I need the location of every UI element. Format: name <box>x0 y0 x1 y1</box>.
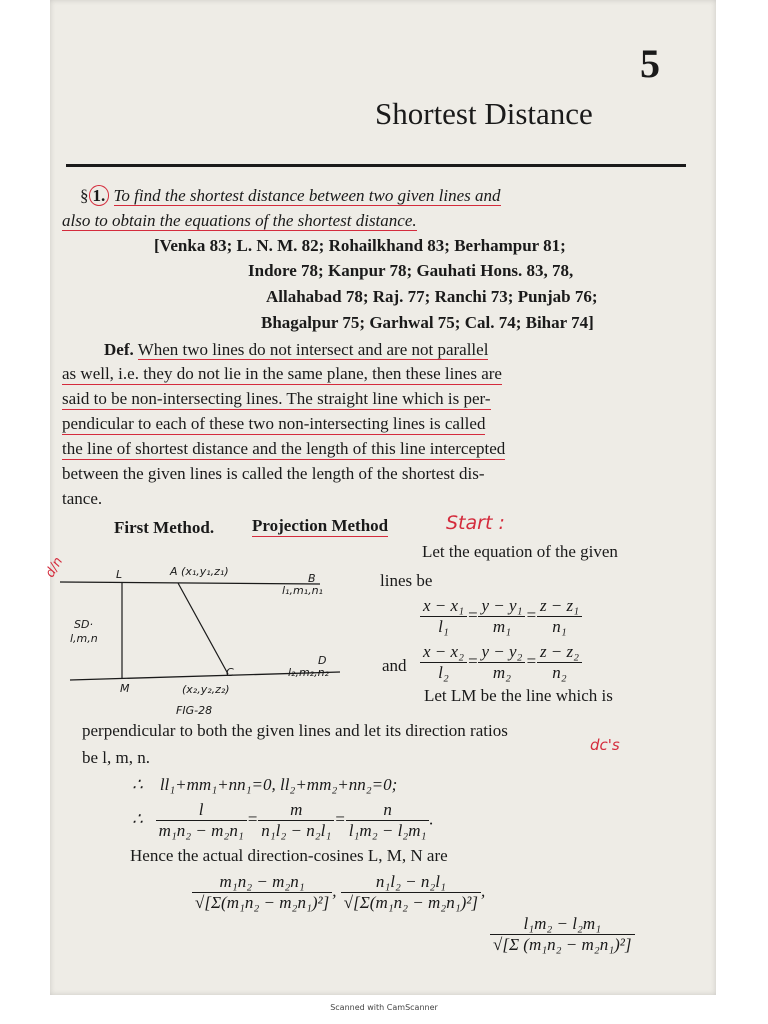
def-label: Def. <box>104 340 134 359</box>
equation-dcs-row1: $\frac{\text{m₁n₂ − m₂n₁}}{\text{√[Σ(m₁n₂ − m₂n₁)²]}}$ , $\frac{\text{n₁l₂ − n₂l₁}}{\text{√[Σ(m₁n₂ − m₂n₁)²]}}$ , <box>192 872 485 913</box>
text-and: and <box>382 656 407 675</box>
method-heading-1: First Method. <box>114 518 215 537</box>
text-lines-be: lines be <box>380 571 433 590</box>
text-be: be l, m, n. <box>82 748 150 767</box>
line-AB <box>60 582 320 584</box>
scanned-page <box>42 0 716 995</box>
text-let-lm: Let LM be the line which is <box>424 686 613 705</box>
fig-label-B-dr: l₁,m₁,n₁ <box>282 584 323 597</box>
def-line-7: tance. <box>62 489 103 508</box>
annotation-dcs: dc's <box>590 736 620 754</box>
fig-label-D: D <box>318 654 327 667</box>
annotation-side: d/n <box>42 554 67 581</box>
line-AC <box>178 583 228 674</box>
equation-perpendicular <box>132 775 397 795</box>
equation-dcs-row2: $\frac{\text{l₁m₂ − l₂m₁}}{\text{√[Σ (m₁n₂ − m₂n₁)²]}}$ <box>490 914 635 955</box>
section-number: 1. <box>89 185 110 206</box>
text-let: Let the equation of the given <box>422 542 618 561</box>
perp-conditions: ll₁+mm₁+nn₁=0, ll₂+mm₂+nn₂=0; <box>159 775 398 794</box>
text-perp: perpendicular to both the given lines and let its direction ratios <box>82 721 508 740</box>
fig-label-SD: SD· <box>74 618 93 631</box>
def-line-2: as well, i.e. they do not lie in the same plane, then these lines are <box>62 364 502 383</box>
section-mark: § <box>80 186 89 205</box>
refs-line-2: Indore 78; Kanpur 78; Gauhati Hons. 83, 78, <box>248 261 574 280</box>
equation-ratios: ∴ $\frac{l}{\text{m₁n₂ − m₂n₁}}$ = $\frac{m}{\text{n₁l₂ − n₂l₁}}$ = $\frac{n}{\text{l₁m₂ − l₂m₁}}$ . <box>132 800 434 840</box>
equation-line2: $\frac{\text{x − x₂}}{\text{l₂}}$ = $\frac{\text{y − y₂}}{\text{m₂}}$ = $\frac{\text{z − z₂}}{\text{n₂}}$ <box>420 642 582 683</box>
def-line-3: said to be non-intersecting lines. The straight line which is per- <box>62 389 491 408</box>
refs-line-4: Bhagalpur 75; Garhwal 75; Cal. 74; Bihar 74] <box>261 313 594 332</box>
fig-label-C-coord: (x₂,y₂,z₂) <box>182 683 230 696</box>
equation-line1: $\frac{\text{x − x₁}}{\text{l₁}}$ = $\frac{\text{y − y₁}}{\text{m₁}}$ = $\frac{\text{z − z₁}}{\text{n₁}}$ <box>420 596 582 637</box>
method-heading-2: Projection Method <box>252 516 389 535</box>
def-line-5: the line of shortest distance and the length of this line intercepted <box>62 439 506 458</box>
text-hence: Hence the actual direction-cosines L, M, N are <box>130 846 448 865</box>
fig-caption: FIG-28 <box>176 704 213 717</box>
refs-line-1: [Venka 83; L. N. M. 82; Rohailkhand 83; Berhampur 81; <box>154 236 566 255</box>
fig-label-B: B <box>308 572 316 585</box>
fig-label-L: L <box>116 568 123 581</box>
def-text-1: When two lines do not intersect and are not parallel <box>137 340 489 359</box>
fig-label-SD-dr: l,m,n <box>70 632 98 645</box>
def-line-4: pendicular to each of these two non-intersecting lines is called <box>62 414 486 433</box>
therefore-1: ∴ <box>132 775 143 794</box>
section-heading-text2: also to obtain the equations of the shortest distance. <box>62 211 417 230</box>
section-heading-line2 <box>62 211 417 231</box>
fig-label-C: C <box>226 666 234 679</box>
fig-label-M: M <box>120 682 130 695</box>
scanner-footer: Scanned with CamScanner <box>330 1003 438 1012</box>
chapter-number: 5 <box>640 41 660 86</box>
annotation-start: Start : <box>446 512 505 534</box>
section-heading-text1: To find the shortest distance between two given lines and <box>113 186 501 205</box>
section-heading-line1 <box>80 186 501 206</box>
title-rule <box>66 164 686 167</box>
refs-line-3: Allahabad 78; Raj. 77; Ranchi 73; Punjab 76; <box>266 287 598 306</box>
fig-label-A: A (x₁,y₁,z₁) <box>170 565 229 578</box>
fig-label-D-dr: l₂,m₂,n₂ <box>288 666 329 679</box>
def-line-1 <box>104 340 488 360</box>
chapter-title: Shortest Distance <box>375 96 593 131</box>
def-line-6: between the given lines is called the length of the shortest dis- <box>62 464 485 483</box>
